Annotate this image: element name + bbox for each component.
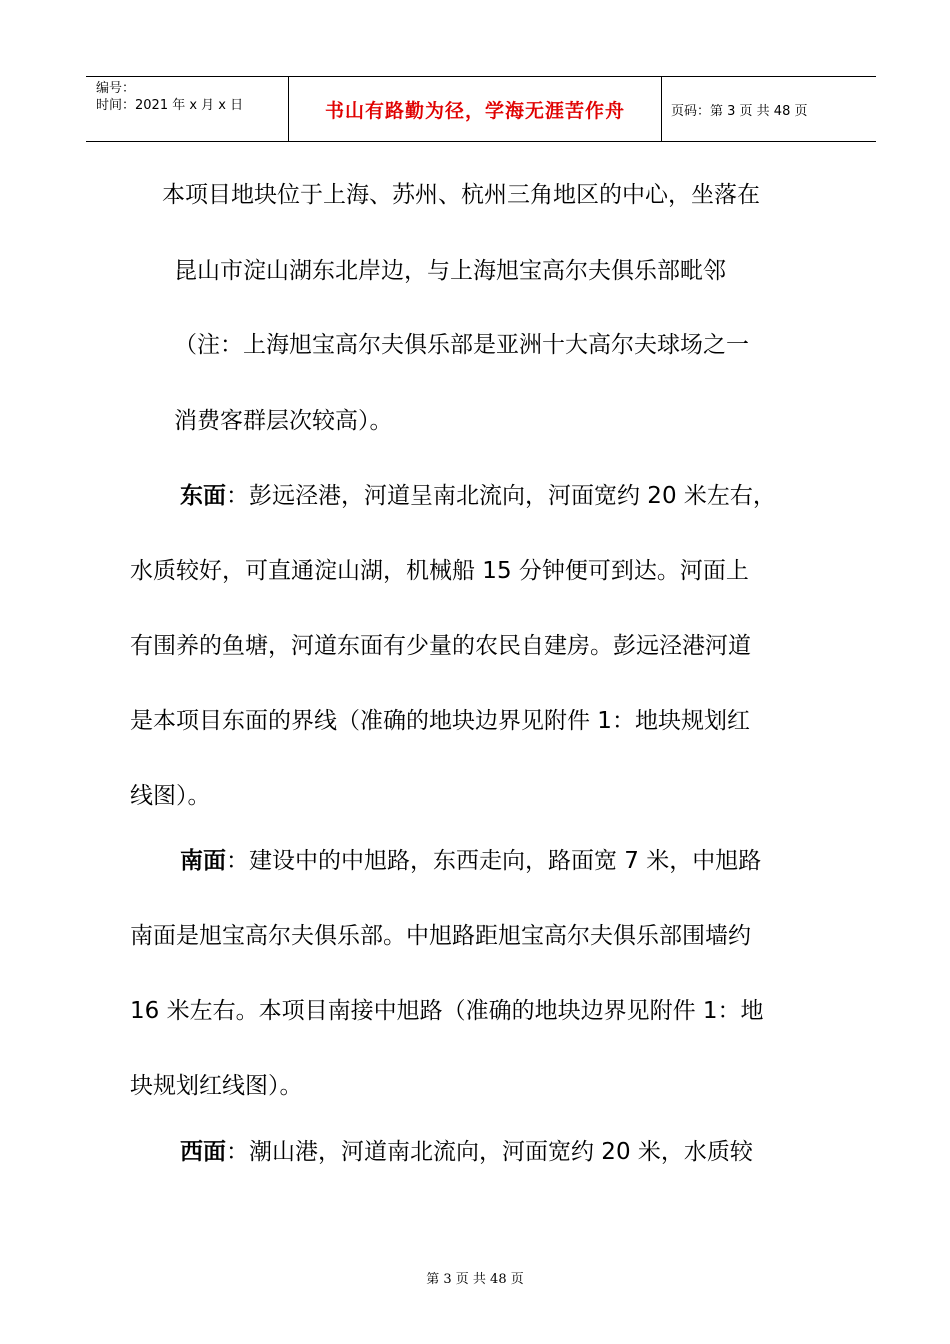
east-line-1 <box>180 481 776 511</box>
south-line-4: 块规划红线图）。 <box>130 1073 303 1099</box>
page-header <box>86 76 876 142</box>
east-line-2: 水质较好，可直通淀山湖，机械船 15 分钟便可到达。河面上 <box>130 558 749 584</box>
west-text-1: ：潮山港，河道南北流向，河面宽约 20 米，水质较 <box>226 1139 753 1165</box>
south-line-1 <box>180 846 761 876</box>
header-meta <box>96 80 243 114</box>
intro-line-3: （注：上海旭宝高尔夫俱乐部是亚洲十大高尔夫球场之一 <box>174 332 749 358</box>
page-footer: 第 3 页 共 48 页 <box>426 1272 524 1287</box>
south-text-1: ：建设中的中旭路，东西走向，路面宽 7 米，中旭路 <box>226 848 762 874</box>
east-line-5: 线图）。 <box>130 783 211 809</box>
header-motto: 书山有路勤为径，学海无涯苦作舟 <box>324 99 625 122</box>
intro-line-1: 本项目地块位于上海、苏州、杭州三角地区的中心，坐落在 <box>162 182 760 208</box>
west-label: 西面 <box>180 1139 226 1165</box>
header-number: 编号： <box>96 81 136 96</box>
header-time: 时间：2021 年 x 月 x 日 <box>96 98 244 113</box>
header-divider-right <box>661 76 662 142</box>
south-line-3: 16 米左右。本项目南接中旭路（准确的地块边界见附件 1：地 <box>130 998 764 1024</box>
west-line-1 <box>180 1137 753 1167</box>
east-line-4: 是本项目东面的界线（准确的地块边界见附件 1：地块规划红 <box>130 708 750 734</box>
east-label: 东面 <box>180 483 226 509</box>
south-line-2: 南面是旭宝高尔夫俱乐部。中旭路距旭宝高尔夫俱乐部围墙约 <box>130 923 751 949</box>
intro-line-4: 消费客群层次较高）。 <box>174 408 393 434</box>
east-text-1: ：彭远泾港，河道呈南北流向，河面宽约 20 米左右， <box>226 483 776 509</box>
intro-line-2: 昆山市淀山湖东北岸边，与上海旭宝高尔夫俱乐部毗邻 <box>174 258 726 284</box>
east-line-3: 有围养的鱼塘，河道东面有少量的农民自建房。彭远泾港河道 <box>130 633 751 659</box>
header-page-number: 页码：第 3 页 共 48 页 <box>671 103 808 119</box>
south-label: 南面 <box>180 848 226 874</box>
